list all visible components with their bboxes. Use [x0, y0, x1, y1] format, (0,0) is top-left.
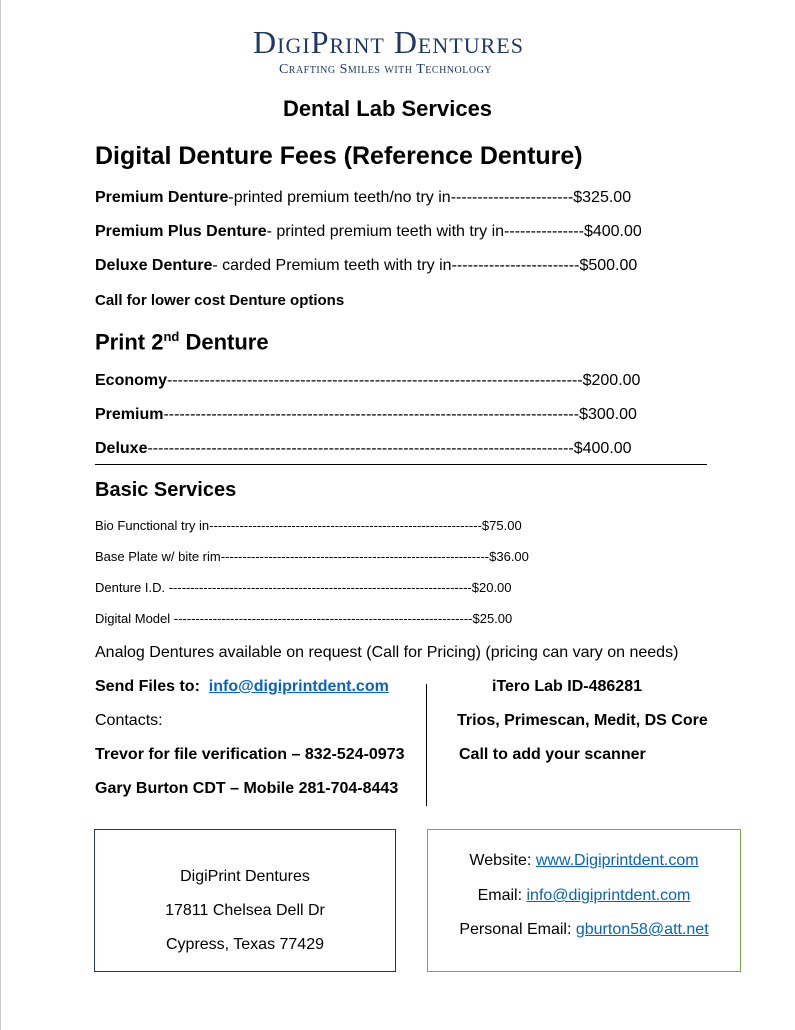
add-scanner-note: Call to add your scanner: [459, 746, 646, 763]
fee-leader: ---------------: [504, 223, 584, 240]
supported-scanners: Trios, Primescan, Medit, DS Core: [457, 712, 708, 729]
analog-note: Analog Dentures available on request (Call for Pricing) (pricing can vary on needs): [95, 644, 679, 661]
contact-trevor: Trevor for file verification – 832-524-0973: [95, 746, 405, 763]
basic-services-title: Basic Services: [95, 479, 237, 501]
address-street: 17811 Chelsea Dell Dr: [165, 902, 325, 919]
basic-row-baseplate: [95, 549, 529, 564]
fee-name: Premium Denture: [95, 189, 229, 206]
second-leader: ------------------------------------------------------------------------------: [167, 372, 583, 389]
web-contact-box: [427, 829, 741, 972]
second-name: Premium: [95, 406, 164, 423]
email-row: [428, 887, 740, 905]
fee-row-premium: [95, 189, 631, 207]
basic-leader: ---------------------------------------------------------------: [209, 518, 482, 533]
second-leader: ------------------------------------------------------------------------------: [163, 406, 580, 423]
second-denture-title-end: Denture: [179, 329, 269, 355]
contacts-label: Contacts:: [95, 712, 163, 729]
website-row: [428, 852, 740, 870]
basic-leader: ----------------------------------------------------------------------: [168, 580, 472, 595]
page-heading: Dental Lab Services: [282, 96, 493, 121]
digital-fees-title: Digital Denture Fees (Reference Denture): [95, 142, 583, 170]
second-name: Economy: [95, 372, 168, 389]
second-price: $400.00: [573, 440, 632, 457]
fee-leader: ------------------------: [451, 257, 580, 274]
address-city: Cypress, Texas 77429: [165, 936, 324, 953]
email-label: Email:: [477, 887, 527, 904]
basic-leader: ---------------------------------------------------------------------: [173, 611, 473, 626]
fee-row-premium-plus: [95, 223, 642, 241]
section-divider: [95, 464, 707, 465]
basic-price: $36.00: [489, 549, 529, 564]
page-edge-divider: [0, 0, 1, 1030]
second-price: $300.00: [579, 406, 637, 423]
basic-name: Denture I.D.: [95, 580, 169, 595]
brand-tagline: Crafting Smiles with Technology: [278, 62, 493, 77]
basic-name: Base Plate w/ bite rim: [95, 549, 221, 564]
second-price: $200.00: [582, 372, 641, 389]
contacts-divider: [426, 684, 427, 806]
basic-price: $20.00: [471, 580, 512, 595]
brand-title: DigiPrint Dentures: [253, 24, 524, 60]
basic-row-id: [95, 580, 512, 595]
fee-price: $500.00: [579, 257, 638, 274]
fee-desc: - carded Premium teeth with try in: [212, 257, 452, 274]
website-link[interactable]: www.Digiprintdent.com: [535, 852, 699, 869]
basic-row-bio: [95, 518, 522, 533]
fee-desc: - printed premium teeth with try in: [266, 223, 505, 240]
second-row-deluxe: [95, 440, 632, 458]
second-row-economy: [95, 372, 640, 390]
second-leader: --------------------------------------------------------------------------------: [147, 440, 574, 457]
fee-name: Premium Plus Denture: [95, 223, 267, 240]
fee-leader: -----------------------: [450, 189, 574, 206]
second-row-premium: [95, 406, 637, 424]
personal-email-label: Personal Email:: [459, 921, 576, 938]
contact-gary: Gary Burton CDT – Mobile 281-704-8443: [95, 780, 399, 797]
basic-name: Bio Functional try in: [95, 518, 210, 533]
basic-price: $75.00: [481, 518, 522, 533]
website-label: Website:: [469, 852, 536, 869]
basic-price: $25.00: [472, 611, 513, 626]
second-denture-title-main: Print 2: [95, 329, 164, 355]
second-denture-title-sup: nd: [163, 329, 180, 344]
send-files-label: Send Files to:: [95, 678, 200, 695]
fee-price: $325.00: [573, 189, 632, 206]
second-name: Deluxe: [95, 440, 148, 457]
second-denture-title: [95, 329, 269, 355]
fee-name: Deluxe Denture: [95, 257, 213, 274]
send-files-email-link[interactable]: info@digiprintdent.com: [208, 678, 389, 695]
basic-name: Digital Model: [95, 611, 174, 626]
email-link[interactable]: info@digiprintdent.com: [526, 887, 691, 904]
fee-desc: -printed premium teeth/no try in: [228, 189, 451, 206]
send-files-row: [95, 678, 389, 696]
personal-email-row: [428, 921, 740, 939]
itero-lab-id: iTero Lab ID-486281: [492, 678, 642, 695]
address-box: [94, 829, 396, 972]
personal-email-link[interactable]: gburton58@att.net: [575, 921, 709, 938]
fee-row-deluxe: [95, 257, 637, 275]
address-name: DigiPrint Dentures: [180, 868, 310, 885]
fee-price: $400.00: [583, 223, 642, 240]
basic-row-model: [95, 611, 512, 626]
lower-cost-note: Call for lower cost Denture options: [95, 292, 345, 309]
basic-leader: --------------------------------------------------------------: [220, 549, 490, 564]
